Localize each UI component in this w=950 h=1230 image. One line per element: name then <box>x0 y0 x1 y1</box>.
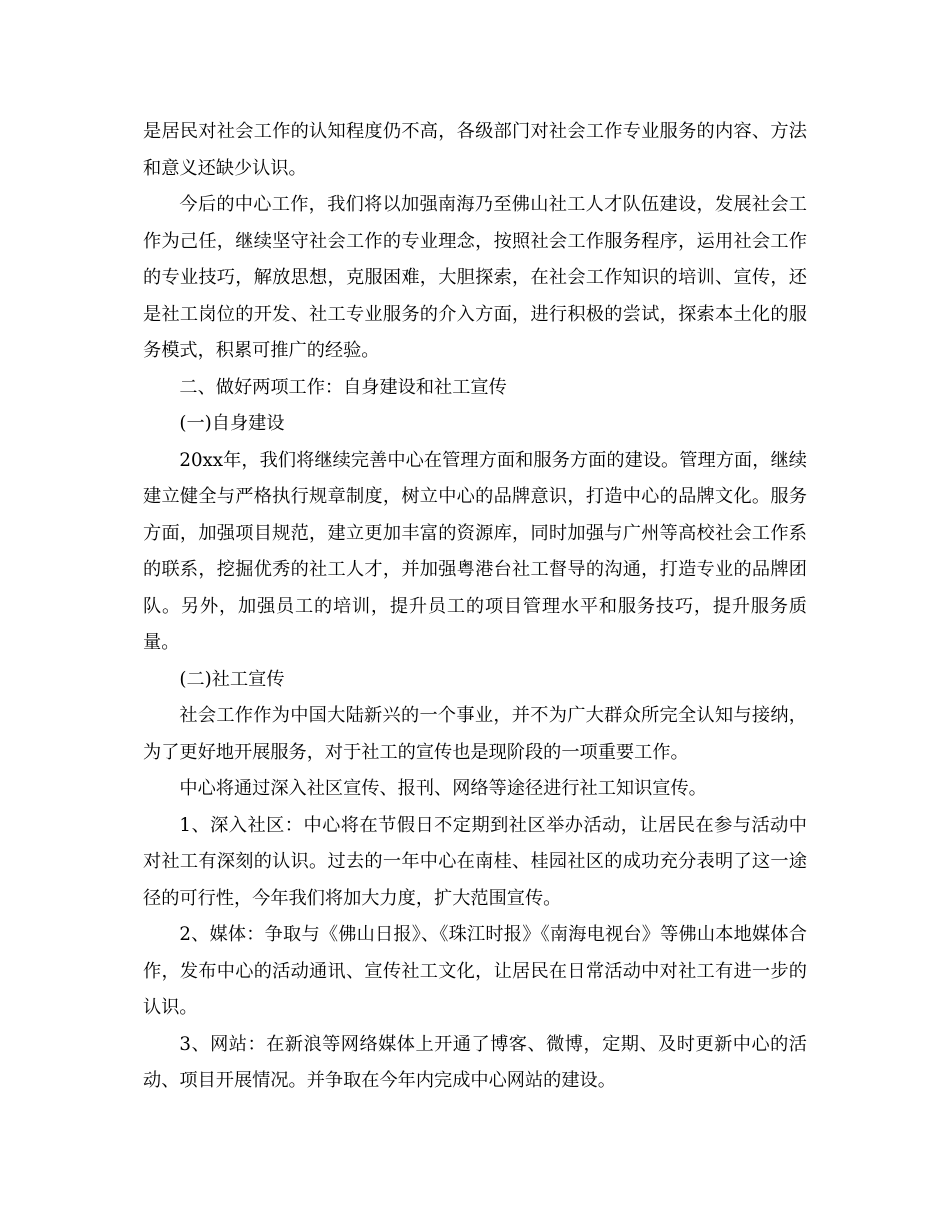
subheading-publicity: (二)社工宣传 <box>179 668 285 690</box>
list-item-website: 3、网站：在新浪等网络媒体上开通了博客、微博，定期、及时更新中心的活动、项目开展情况。并争取在今年内完成中心网站的建设。 <box>143 1033 807 1091</box>
paragraph-future-work: 今后的中心工作，我们将以加强南海乃至佛山社工人才队伍建设，发展社会工作为己任，继续坚守社会工作的专业理念，按照社会工作服务程序，运用社会工作的专业技巧，解放思想，克服困难，大胆探索，在社会工作知识的培训、宣传，还是社工岗位的开发、社工专业服务的介入方面，进行积极的尝试，探索本土化的服务模式，积累可推广的经验。 <box>143 194 807 361</box>
paragraph-continuation: 是居民对社会工作的认知程度仍不高，各级部门对社会工作专业服务的内容、方法和意义还缺少认识。 <box>143 121 807 179</box>
document-body <box>143 114 807 1100</box>
section-heading-two-tasks: 二、做好两项工作：自身建设和社工宣传 <box>179 376 507 398</box>
list-item-community: 1、深入社区：中心将在节假日不定期到社区举办活动，让居民在参与活动中对社工有深刻的认识。过去的一年中心在南桂、桂园社区的成功充分表明了这一途径的可行性，今年我们将加大力度，扩大范围宣传。 <box>143 814 807 909</box>
paragraph-publicity-channels: 中心将通过深入社区宣传、报刊、网络等途径进行社工知识宣传。 <box>179 778 707 799</box>
paragraph-self-building: 20xx年，我们将继续完善中心在管理方面和服务方面的建设。管理方面，继续建立健全与严格执行规章制度，树立中心的品牌意识，打造中心的品牌文化。服务方面，加强项目规范，建立更加丰富的资源库，同时加强与广州等高校社会工作系的联系，挖掘优秀的社工人才，并加强粤港台社工督导的沟通，打造专业的品牌团队。另外，加强员工的培训，提升员工的项目管理水平和服务技巧，提升服务质量。 <box>143 449 807 653</box>
subheading-self-building: (一)自身建设 <box>179 413 285 434</box>
list-item-media: 2、媒体：争取与《佛山日报》、《珠江时报》《南海电视台》等佛山本地媒体合作，发布中心的活动通讯、宣传社工文化，让居民在日常活动中对社工有进一步的认识。 <box>143 924 807 1018</box>
paragraph-publicity-intro: 社会工作作为中国大陆新兴的一个事业，并不为广大群众所完全认知与接纳，为了更好地开展服务，对于社工的宣传也是现阶段的一项重要工作。 <box>143 705 807 763</box>
